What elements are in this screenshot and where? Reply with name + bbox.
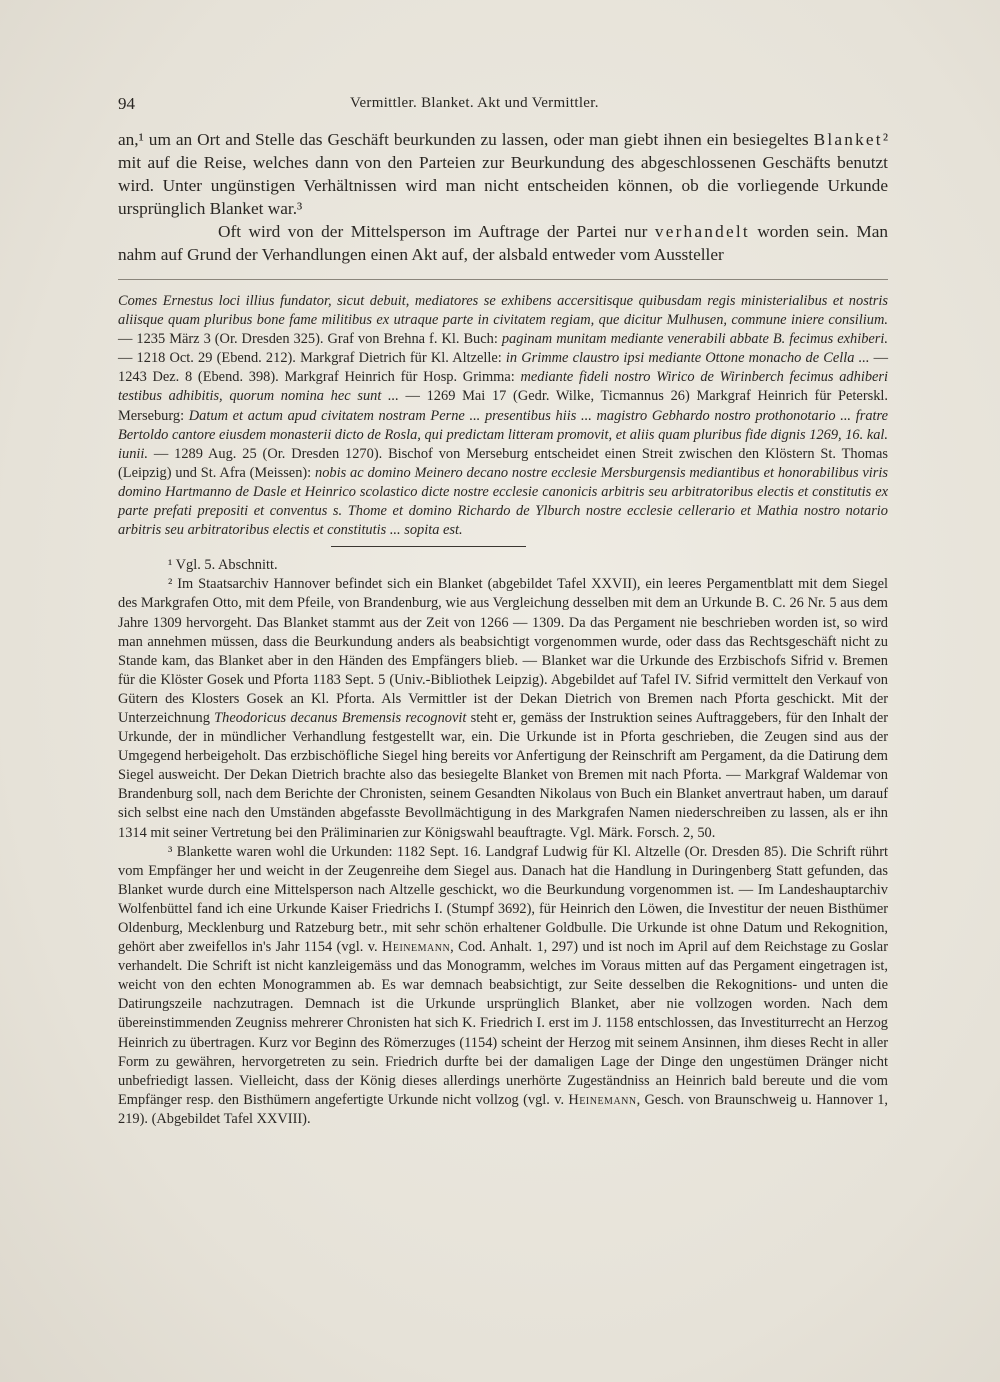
page-number: 94 — [118, 94, 135, 113]
fn3-author-1: Heinemann — [381, 939, 451, 956]
footnotes — [118, 292, 888, 1129]
footnote-divider — [331, 546, 526, 547]
page-header — [118, 94, 888, 116]
latin-quote-1: Comes Ernestus loci illius fundator, sicut debuit, mediatores se exhibens accersitisque quibusdam regis ministerialibus et nostris aliisque quam pluribus bone fame militibus ex utraque parte in civitatem regiam, que dicitur Mulhusen, commune iniere consilium. — [118, 293, 888, 329]
fn3-text-a: ³ Blankette waren wohl die Urkunden: 1182 Sept. 16. Landgraf Ludwig für Kl. Altzelle (Or. Dresden 85). Die Schrift rührt vom Empfänger her und weicht in der Zeugenreihe dem Siegel aus. Danach hat die Handlung in Duringenberg Statt gefunden, das Blanket wurde durch eine Mittelsperson nach Altzelle geschickt, wo die Beurkundung vorgenommen ist. — Im Landeshauptarchiv Wolfenbüttel fand ich eine Urkunde Kaiser Friedrichs I. (Stumpf 3692), für Heinrich den Löwen, die Investitur der neuen Bisthümer Oldenburg, Mecklenburg und Ratzeburg betr., mit sehr schön erhaltener Goldbulle. Die Urkunde ist ohne Datum und Rekognition, gehört aber zweifellos in's Jahr 1154 (vgl. v. — [118, 843, 888, 956]
latin-quote-7: mediante fideli nostro Wirico de Wirinberch fecimus adhiberi testibus adhibitis, quorum nomina hec sunt ... — [118, 369, 888, 405]
note-text-10: — 1289 Aug. 25 (Or. Dresden 1270). Bischof von Merseburg entscheidet einen Streit zwischen den Klöstern St. Thomas (Leipzig) und St. Afra (Meissen): — [118, 445, 888, 481]
fn3-author-2: Heinemann — [568, 1091, 637, 1108]
p1-spaced-word: Blanket — [813, 130, 883, 149]
footnote-3 — [118, 843, 888, 1129]
running-title: Vermittler. Blanket. Akt und Vermittler. — [350, 95, 599, 111]
latin-quote-3: paginam munitam mediante venerabili abbate B. fecimus exhiberi. — [501, 331, 888, 348]
main-text — [118, 128, 888, 266]
fn3-text-c: , Gesch. von Braunschweig u. Hannover 1, 219). (Abgebildet Tafel XXVIII). — [118, 1091, 888, 1127]
fn2-latin: Theodoricus decanus Bremensis recognovit — [214, 709, 467, 726]
note-text-8: — 1269 Mai 17 (Gedr. Wilke, Ticmannus 26) Markgraf Heinrich für Peterskl. Merseburg: — [118, 388, 888, 424]
footnote-separator — [118, 279, 888, 280]
footnote-2 — [118, 575, 888, 842]
latin-quote-9: Datum et actum apud civitatem nostram Perne ... presentibus hiis ... magistro Gebhardo nostro prothonotario ... fratre Bertoldo cantore eiusdem monasterii dicto de Rosla, qui predictam litteram promovit, et aliis quam pluribus fide dignis 1269, 16. kal. iunii. — [118, 407, 888, 462]
p2-rest: worden sein. Man nahm auf Grund der Verhandlungen einen Akt auf, der alsbald entweder vom Aussteller — [118, 222, 888, 264]
p2-text: Oft wird von der Mittelsperson im Auftrage der Partei nur — [218, 222, 655, 241]
latin-quote-11: nobis ac domino Meinero decano nostre ecclesie Mersburgensis mediantibus et honorabilibus viris domino Hartmanno de Dasle et Heinrico scolastico dicte nostre ecclesie canonicis arbitris seu arbitratoribus electis et constitutis ex parte prefati prepositi et conventus s. Thome et domino Richardo de Ylburch nostre ecclesie cellerario et Mathia nostro notario arbitris seu arbitratoribus electis et constitutis ... sopita est. — [118, 464, 888, 539]
p2-spaced-word: verhandelt — [654, 222, 750, 241]
fn2-text-a: ² Im Staatsarchiv Hannover befindet sich ein Blanket (abgebildet Tafel XXVII), ein leeres Pergamentblatt mit dem Siegel des Markgrafen Otto, mit dem Pfeile, von Brandenburg, wie aus Vergleichung desselben mit dem an Urkunde B. C. 26 Nr. 5 aus dem Jahre 1309 hervorgeht. Das Blanket stammt aus der Zeit von 1266 — 1309. Da das Pergament nie beschrieben worden ist, so wird man annehmen müssen, dass die Beurkundung anders als beabsichtigt vorgenommen wurde, oder dass das Rechtsgeschäft nicht zu Stande kam, das Blanket aber in den Händen des Empfängers blieb. — Blanket war die Urkunde des Erzbischofs Sifrid v. Bremen für die Klöster Gosek und Pforta 1183 Sept. 5 (Univ.-Bibliothek Leipzig). Abgebildet auf Tafel IV. Sifrid vermittelt den Verkauf von Gütern des Klosters Gosek an Kl. Pforta. Als Vermittler ist der Dekan Dietrich von Bremen nach Pforta geschickt. Mit der Unterzeichnung — [118, 576, 888, 726]
note-text-4: — 1218 Oct. 29 (Ebend. 212). Markgraf Dietrich für Kl. Altzelle: — [118, 350, 506, 367]
fn3-text-b: , Cod. Anhalt. 1, 297) und ist noch im April auf dem Reichstage zu Goslar verhandelt. Die Schrift ist nicht kanzleigemäss und das Monogramm, welches im Voraus mitten auf das Pergament eingetragen ist, weicht von den echten Monogrammen ab. Es war demnach beabsichtigt, zur Seite desselben die Rekognitions- und unten die Datirungszeile nachzutragen. Demnach ist die Urkunde ursprünglich Blanket, aber nie vollzogen worden. Nach dem übereinstimmenden Zeugniss mehrerer Chronisten hat sich K. Friedrich I. erst im J. 1158 entschlossen, das Investiturrecht an Herzog Heinrich zu übertragen. Kurz vor Beginn des Römerzuges (1154) scheint der Herzog mit seinem Ansinnen, ihm dieses Recht in aller Form zu gewähren, hervorgetreten zu sein. Friedrich durfte bei der damaligen Lage der Dinge den ungestümen Dränger nicht unbefriedigt lassen. Vielleicht, dass der König dieses allerdings unerhörte Zugeständniss an Heinrich bald bereute und die vom Empfänger resp. den Bisthümern angefertigte Urkunde nicht vollzog (vgl. v. — [118, 939, 888, 1108]
p1-text: an,¹ um an Ort and Stelle das Geschäft beurkunden zu lassen, oder man giebt ihnen ein besiegeltes — [118, 130, 814, 149]
fn2-text-b: steht er, gemäss der Instruktion seines Auftraggebers, für den Inhalt der Urkunde, der in mündlicher Verhandlung festgestellt war, ein. Die Urkunde ist in Pforta geschrieben, die Zeugen sind aus der Umgegend herbeigeholt. Das erzbischöfliche Siegel hing bereits vor Anfertigung der Reinschrift am Pergament, da die Datirung dem Siegel ausweicht. Der Dekan Dietrich brachte also das besiegelte Blanket von Bremen mit nach Pforta. — Markgraf Waldemar von Brandenburg soll, nach dem Berichte der Chronisten, seinem Gesandten Nikolaus von Buch ein Blanket anvertraut haben, um darauf sich selbst eine nach den Umständen abgefasste Bevollmächtigung in des Markgrafen Namen niederschreiben zu lassen, als er ihn 1314 mit seiner Vertretung bei den Präliminarien zur Königswahl beauftragte. Vgl. Märk. Forsch. 2, 50. — [118, 709, 888, 841]
footnote-continuation — [118, 292, 888, 540]
note-text-6: — 1243 Dez. 8 (Ebend. 398). Markgraf Heinrich für Hosp. Grimma: — [118, 350, 888, 386]
paragraph-1 — [118, 128, 888, 220]
note-text-2: — 1235 März 3 (Or. Dresden 325). Graf von Brehna f. Kl. Buch: — [118, 331, 502, 348]
paragraph-2 — [118, 220, 888, 266]
p1-rest: ² mit auf die Reise, welches dann von den Parteien zur Beurkundung des abgeschlossenen Geschäfts benutzt wird. Unter ungünstigen Verhältnissen wird man nicht entscheiden können, ob die vorliegende Urkunde ursprünglich Blanket war.³ — [118, 130, 888, 218]
latin-quote-5: in Grimme claustro ipsi mediante Ottone monacho de Cella ... — [505, 350, 870, 367]
footnote-1: ¹ Vgl. 5. Abschnitt. — [168, 557, 278, 574]
